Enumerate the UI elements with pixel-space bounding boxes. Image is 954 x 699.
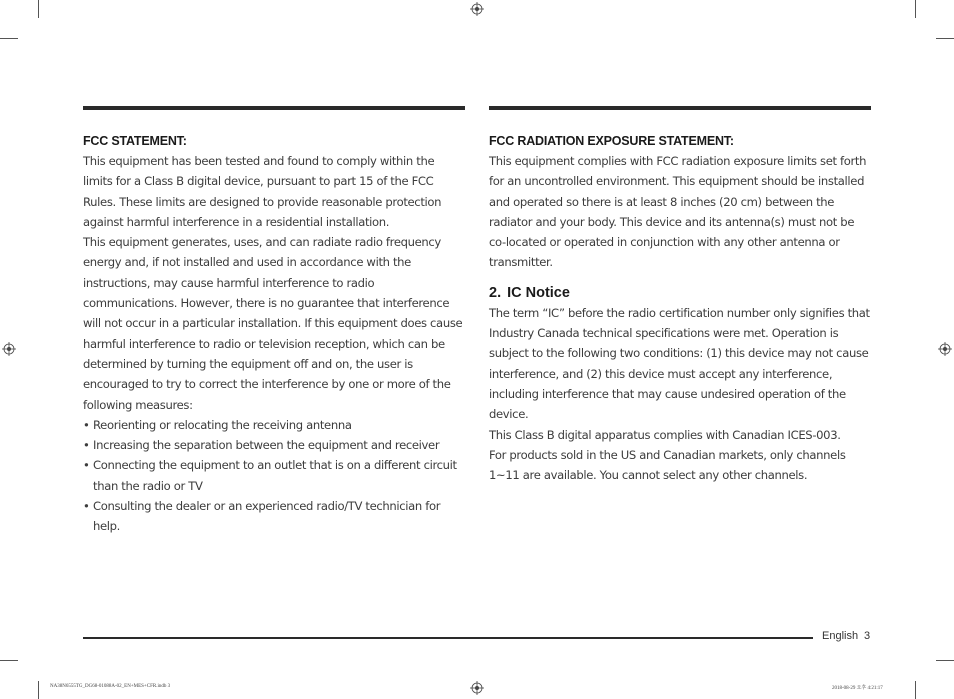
list-item: • Consulting the dealer or an experienced radio/TV technician for help.	[83, 496, 465, 537]
crop-mark-bottom-right-v	[915, 681, 916, 699]
crop-mark-bottom-left-v	[38, 681, 39, 699]
fcc-radiation-paragraph: This equipment complies with FCC radiation exposure limits set forth for an uncontrolled environment. This equipment should be installed and operated so there is at least 8 inches (20 cm) between the radiator and your body. This device and its antenna(s) must not be co-located or operated in conjunction with any other antenna or transmitter.	[489, 154, 867, 270]
list-item: • Increasing the separation between the equipment and receiver	[83, 435, 465, 455]
crop-mark-top-left-h	[0, 38, 18, 39]
crop-mark-top-right-h	[936, 38, 954, 39]
crop-mark-bottom-left-h	[0, 660, 18, 661]
ic-notice-title	[489, 283, 871, 303]
registration-mark-icon	[938, 342, 952, 356]
fcc-statement-paragraph-2: This equipment generates, uses, and can radiate radio frequency energy and, if not installed and used in accordance with the instructions, may cause harmful interference to radio communications. However, there is no guarantee that interference will not occur in a particular installation. If this equipment does cause harmful interference to radio or television reception, which can be determined by turning the equipment off and on, the user is encouraged to try to correct the interference by one or more of the following measures:	[83, 235, 463, 412]
ic-notice-paragraph-1: The term “IC” before the radio certification number only signifies that Industry Canada technical specifications were met. Operation is subject to the following two conditions: (1) this device may not cause interference, and (2) this device must accept any interference, including interference that may cause undesired operation of the device.	[489, 305, 870, 422]
ic-notice-paragraph-2: This Class B digital apparatus complies with Canadian ICES-003.	[489, 427, 841, 442]
measures-list	[83, 415, 465, 537]
column-top-rule	[83, 106, 465, 110]
fcc-statement-heading: FCC STATEMENT:	[83, 134, 187, 148]
registration-mark-icon	[470, 681, 484, 695]
page-number: 3	[864, 630, 871, 642]
crop-mark-top-left-v	[38, 0, 39, 18]
fcc-radiation-heading: FCC RADIATION EXPOSURE STATEMENT:	[489, 134, 734, 148]
column-top-rule	[489, 106, 871, 110]
footer-language: English	[822, 630, 859, 642]
crop-mark-bottom-right-h	[936, 660, 954, 661]
crop-mark-top-right-v	[915, 0, 916, 18]
registration-mark-icon	[2, 342, 16, 356]
footer-rule	[83, 637, 813, 639]
fcc-statement-paragraph-1: This equipment has been tested and found to comply within the limits for a Class B digital device, pursuant to part 15 of the FCC Rules. These limits are designed to provide reasonable protection against harmful interference in a residential installation.	[83, 154, 442, 229]
registration-mark-icon	[470, 2, 484, 16]
right-column	[489, 106, 871, 485]
list-item: • Connecting the equipment to an outlet that is on a different circuit than the radio or TV	[83, 455, 465, 496]
print-slug-right: 2018-08-29 오후 4:21:17	[832, 686, 883, 691]
print-slug-left: NA38N6555TG_DG68-01088A-02_EN+MES+CFR.indb 3	[50, 684, 171, 689]
section-title-text: IC Notice	[507, 284, 570, 301]
left-column	[83, 106, 465, 537]
section-number: 2.	[489, 284, 502, 301]
ic-notice-paragraph-3: For products sold in the US and Canadian markets, only channels 1~11 are available. You cannot select any other channels.	[489, 447, 846, 483]
list-item: • Reorienting or relocating the receiving antenna	[83, 415, 465, 435]
